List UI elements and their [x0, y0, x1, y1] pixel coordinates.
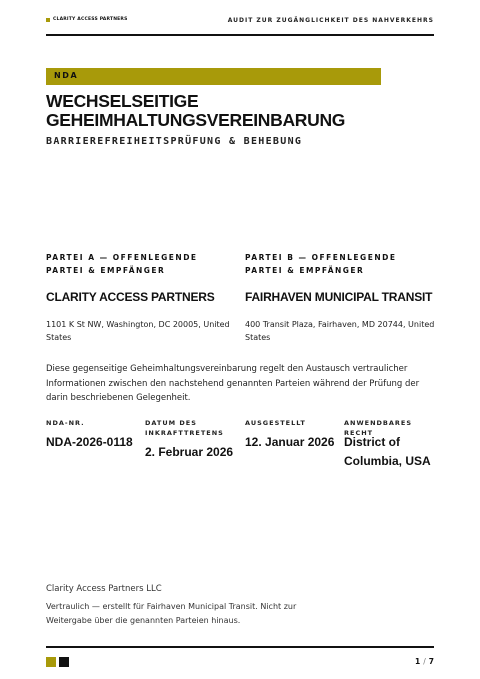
meta-value: 12. Januar 2026: [245, 435, 335, 449]
intro-paragraph: Diese gegenseitige Geheimhaltungsvereinbarung regelt den Austausch vertraulicher Informationen zwischen den nachstehend genannten Parteien während der Prüfung der darin beschriebenen Gelegenheit.: [46, 364, 420, 403]
footer-divider: [46, 646, 434, 648]
doc-type-badge: [46, 68, 381, 85]
meta-effective-date: [145, 418, 240, 459]
page-total: 7: [428, 657, 434, 666]
meta-label: ANWENDBARES RECHT: [344, 419, 413, 437]
meta-governing-law: [344, 418, 439, 468]
party-a-block: [46, 251, 236, 342]
footer-confidentiality-note: Vertraulich — erstellt für Fairhaven Municipal Transit. Nicht zur Weitergabe über die genannten Parteien hinaus.: [46, 602, 297, 625]
page-number: [415, 657, 434, 666]
party-a-label: PARTEI A — OFFENLEGENDE PARTEI & EMPFÄNGER: [46, 253, 198, 275]
party-b-label: PARTEI B — OFFENLEGENDE PARTEI & EMPFÄNGER: [245, 253, 397, 275]
brand-name: CLARITY ACCESS PARTNERS: [53, 17, 128, 22]
party-b-address: 400 Transit Plaza, Fairhaven, MD 20744, United States: [245, 320, 435, 342]
meta-label: AUSGESTELLT: [245, 419, 306, 427]
page-header: [46, 14, 434, 34]
meta-nda-number: [46, 418, 141, 449]
header-section-label: AUDIT ZUR ZUGÄNGLICHKEIT DES NAHVERKEHRS: [227, 17, 434, 24]
brand: [46, 17, 128, 22]
meta-value: 2. Februar 2026: [145, 445, 234, 459]
party-a-address: 1101 K St NW, Washington, DC 20005, United States: [46, 320, 230, 342]
title-line-2: GEHEIMHALTUNGSVEREINBARUNG: [46, 110, 346, 130]
title-line-1: WECHSELSEITIGE: [46, 91, 199, 111]
accent-square-icon: [46, 657, 56, 667]
footer-company: Clarity Access Partners LLC: [46, 584, 162, 594]
meta-label: DATUM DES INKRAFTTRETENS: [145, 419, 224, 437]
meta-value: NDA-2026-0118: [46, 435, 133, 449]
document-title: [46, 92, 436, 130]
black-square-icon: [59, 657, 69, 667]
doc-type-badge-label: NDA: [54, 71, 79, 80]
brand-mark-icon: [46, 18, 50, 22]
document-subtitle: BARRIEREFREIHEITSPRÜFUNG & BEHEBUNG: [46, 136, 303, 147]
header-divider: [46, 34, 434, 36]
meta-issued: [245, 418, 340, 449]
page-current: 1: [415, 657, 421, 666]
meta-label: NDA-NR.: [46, 419, 85, 427]
party-b-name: FAIRHAVEN MUNICIPAL TRANSIT: [245, 290, 433, 304]
page-separator: /: [423, 657, 426, 666]
meta-value: District of Columbia, USA: [344, 435, 431, 468]
party-a-name: CLARITY ACCESS PARTNERS: [46, 290, 215, 304]
party-b-block: [245, 251, 435, 342]
